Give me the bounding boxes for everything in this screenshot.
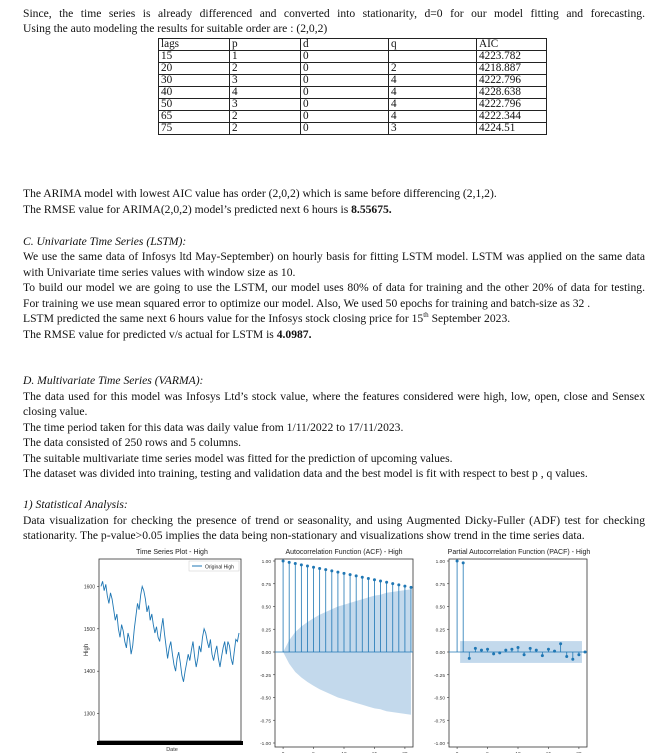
table-cell: 4222.796: [477, 99, 547, 111]
table-cell: 65: [159, 111, 230, 123]
stem-marker: [330, 569, 333, 572]
lstm-line-1: We use the same data of Infosys ltd May-September) on hourly basis for fitting LSTM model. LSTM was applied on the same data: [23, 250, 645, 263]
lstm-heading: C. Univariate Time Series (LSTM):: [23, 235, 187, 248]
stem-marker: [523, 653, 526, 656]
y-ticks: [434, 559, 449, 747]
lstm-line-5: [23, 311, 645, 327]
stem-marker: [336, 571, 339, 574]
lstm-prediction-date: September 2023.: [428, 312, 511, 325]
y-tick-label: 0.25: [435, 628, 445, 634]
lstm-line-3: To build our model we are going to use the LSTM, our model uses 80% of data for training and the other 20% of data for testing.: [23, 281, 645, 294]
stem-marker: [294, 562, 297, 565]
table-cell: 40: [159, 87, 230, 99]
table-row: [159, 111, 547, 123]
aic-table: [158, 38, 547, 135]
table-cell: 0: [301, 99, 389, 111]
table-cell: 0: [301, 51, 389, 63]
varma-line-3: The time period taken for this data was daily value from 1/11/2022 to 17/11/2023.: [23, 421, 404, 434]
y-tick-label: -0.75: [434, 719, 445, 725]
arima-rmse-text: The RMSE value for ARIMA(2,0,2) model’s predicted next 6 hours is: [23, 203, 352, 216]
stem-marker: [571, 658, 574, 661]
stem-marker: [577, 653, 580, 656]
series-line-path: [101, 581, 239, 682]
x-axis-label: Date: [166, 747, 178, 753]
table-cell: 4: [389, 111, 477, 123]
y-tick-label: -1.00: [260, 742, 271, 747]
stem-marker: [343, 572, 346, 575]
stem-marker: [547, 648, 550, 651]
series-line: [101, 581, 239, 682]
table-header-row: [159, 39, 547, 51]
figure-charts: [0, 543, 665, 753]
stem-marker: [468, 657, 471, 660]
stem-marker: [517, 646, 520, 649]
chart-title: Time Series Plot - High: [136, 549, 208, 556]
stem-marker: [349, 573, 352, 576]
table-cell: 2: [230, 123, 301, 135]
stem-marker: [397, 583, 400, 586]
stem-marker: [535, 649, 538, 652]
stem-marker: [529, 647, 532, 650]
y-tick-label: 0.50: [261, 605, 271, 611]
table-header-cell: p: [230, 39, 301, 51]
stem-marker: [312, 566, 315, 569]
x-tick-labels-blackout: [97, 741, 243, 745]
stem-marker: [403, 585, 406, 588]
stem-marker: [391, 582, 394, 585]
table-cell: 0: [301, 75, 389, 87]
lstm-line-4: For training we use mean squared error to optimize our model. Also, We used 50 epochs for training and batch-size as 32 .: [23, 297, 591, 310]
stem-marker: [318, 567, 321, 570]
intro-line-1: Since, the time series is already differenced and converted into stationarity, d=0 for our model fitting and forecasting.: [23, 7, 645, 20]
table-row: [159, 87, 547, 99]
table-cell: 4223.782: [477, 51, 547, 63]
table-row: [159, 75, 547, 87]
stem-marker: [553, 650, 556, 653]
stem-marker: [504, 649, 507, 652]
varma-heading: D. Multivariate Time Series (VARMA):: [23, 374, 204, 387]
table-cell: 3: [389, 123, 477, 135]
stem-marker: [300, 563, 303, 566]
stem-marker: [510, 648, 513, 651]
table-cell: [389, 51, 477, 63]
y-tick-label: -1.00: [434, 742, 445, 747]
varma-line-1: The data used for this model was Infosys Ltd’s stock value, where the features considered were high, low, open, close and Sensex: [23, 390, 645, 403]
stem-marker: [385, 581, 388, 584]
stem-marker: [367, 577, 370, 580]
y-tick-label: 0.25: [261, 628, 271, 634]
lstm-prediction-text: LSTM predicted the same next 6 hours value for the Infosys stock closing price for 15: [23, 312, 424, 325]
y-ticks: [260, 559, 275, 747]
y-tick-label: 0.00: [261, 651, 271, 656]
y-tick-label: 1300: [83, 711, 95, 718]
table-row: [159, 123, 547, 135]
stem-marker: [324, 568, 327, 571]
stat-line-1: Data visualization for checking the presence of trend or seasonality, and using Augmented Dicky-Fuller (ADF) test for checking: [23, 514, 645, 527]
y-tick-label: 1500: [83, 626, 95, 633]
lstm-rmse-value: 4.0987.: [276, 328, 312, 341]
table-cell: 30: [159, 75, 230, 87]
varma-line-4: The data consisted of 250 rows and 5 columns.: [23, 436, 241, 449]
intro-line-2: Using the auto modeling the results for suitable order are : (2,0,2): [23, 22, 328, 35]
table-cell: 75: [159, 123, 230, 135]
table-header-cell: d: [301, 39, 389, 51]
table-cell: 0: [301, 63, 389, 75]
table-cell: 2: [230, 63, 301, 75]
table-cell: 0: [301, 123, 389, 135]
table-cell: 4224.51: [477, 123, 547, 135]
lstm-line-6: [23, 327, 645, 343]
table-cell: 4: [230, 87, 301, 99]
y-tick-label: -0.50: [434, 696, 445, 702]
stem-marker: [282, 560, 285, 563]
stem-marker: [462, 561, 465, 564]
stem-marker: [480, 649, 483, 652]
y-tick-label: 0.50: [435, 605, 445, 611]
acf-chart: [260, 549, 413, 753]
stem-marker: [498, 651, 501, 654]
table-cell: 1: [230, 51, 301, 63]
chart-title: Autocorrelation Function (ACF) - High: [285, 549, 403, 556]
table-cell: 3: [230, 99, 301, 111]
table-row: [159, 51, 547, 63]
table-cell: 4222.796: [477, 75, 547, 87]
stem-marker: [379, 580, 382, 583]
y-tick-label: -0.75: [260, 719, 271, 725]
stem-marker: [559, 642, 562, 645]
table-cell: 0: [301, 111, 389, 123]
varma-line-5: The suitable multivariate time series model was fitted for the prediction of upcoming values.: [23, 452, 453, 465]
y-tick-label: 1.00: [261, 560, 271, 565]
table-cell: 0: [301, 87, 389, 99]
time-series-chart: [84, 549, 243, 753]
lstm-date-suffix: th: [423, 311, 429, 320]
stem-marker: [492, 652, 495, 655]
stem-marker: [373, 578, 376, 581]
y-tick-label: 0.75: [435, 582, 445, 588]
arima-line-2: [23, 202, 645, 218]
table-header-cell: lags: [159, 39, 230, 51]
y-tick-label: 0.00: [435, 651, 445, 656]
legend-label: Original High: [205, 564, 234, 571]
chart-title: Partial Autocorrelation Function (PACF) - High: [447, 549, 591, 556]
table-cell: 20: [159, 63, 230, 75]
table-header-cell: q: [389, 39, 477, 51]
y-tick-label: 1600: [83, 584, 95, 591]
stem-marker: [541, 654, 544, 657]
stem-marker: [306, 565, 309, 568]
y-tick-label: -0.25: [434, 673, 445, 679]
legend: [189, 561, 239, 571]
lstm-line-2: with Univariate time series values with window size as 10.: [23, 266, 296, 279]
y-tick-label: -0.25: [260, 673, 271, 679]
varma-line-6: The dataset was divided into training, testing and validation data and the best model is fit with respect to best p , q values.: [23, 467, 588, 480]
table-cell: 2: [389, 63, 477, 75]
table-cell: 4: [389, 87, 477, 99]
x-ticks: [282, 747, 408, 753]
table-cell: 4218.887: [477, 63, 547, 75]
stem-marker: [565, 655, 568, 658]
stem-marker: [486, 648, 489, 651]
table-cell: 50: [159, 99, 230, 111]
stem-marker: [456, 560, 459, 563]
y-tick-label: -0.50: [260, 696, 271, 702]
lstm-rmse-text: The RMSE value for predicted v/s actual for LSTM is: [23, 328, 277, 341]
stem-marker: [584, 651, 587, 654]
x-ticks: [456, 747, 582, 753]
stat-line-2: stationarity. The p-value>0.05 implies the data being non-stationary and visualizations show trend in the time series data.: [23, 529, 585, 542]
stat-heading: 1) Statistical Analysis:: [23, 498, 128, 511]
table-cell: 4: [389, 99, 477, 111]
arima-line-1: The ARIMA model with lowest AIC value has order (2,0,2) which is same before differencing (2,1,2).: [23, 187, 497, 200]
pacf-chart: [434, 549, 590, 753]
stem-marker: [288, 561, 291, 564]
y-tick-label: 0.75: [261, 582, 271, 588]
plot-frame: [99, 559, 241, 741]
stem-marker: [361, 576, 364, 579]
stem-marker: [355, 574, 358, 577]
stem-marker: [474, 647, 477, 650]
arima-rmse-value: 8.55675.: [351, 203, 392, 216]
table-header-cell: AIC: [477, 39, 547, 51]
table-row: [159, 99, 547, 111]
table-cell: 4222.344: [477, 111, 547, 123]
stem-marker: [410, 586, 413, 589]
table-row: [159, 63, 547, 75]
y-tick-label: 1400: [83, 669, 95, 676]
table-cell: 2: [230, 111, 301, 123]
table-cell: 4228.638: [477, 87, 547, 99]
y-axis-label: High: [84, 643, 90, 657]
table-cell: 4: [389, 75, 477, 87]
table-cell: 3: [230, 75, 301, 87]
table-cell: 15: [159, 51, 230, 63]
y-tick-label: 1.00: [435, 560, 445, 565]
varma-line-2: closing value.: [23, 405, 88, 418]
